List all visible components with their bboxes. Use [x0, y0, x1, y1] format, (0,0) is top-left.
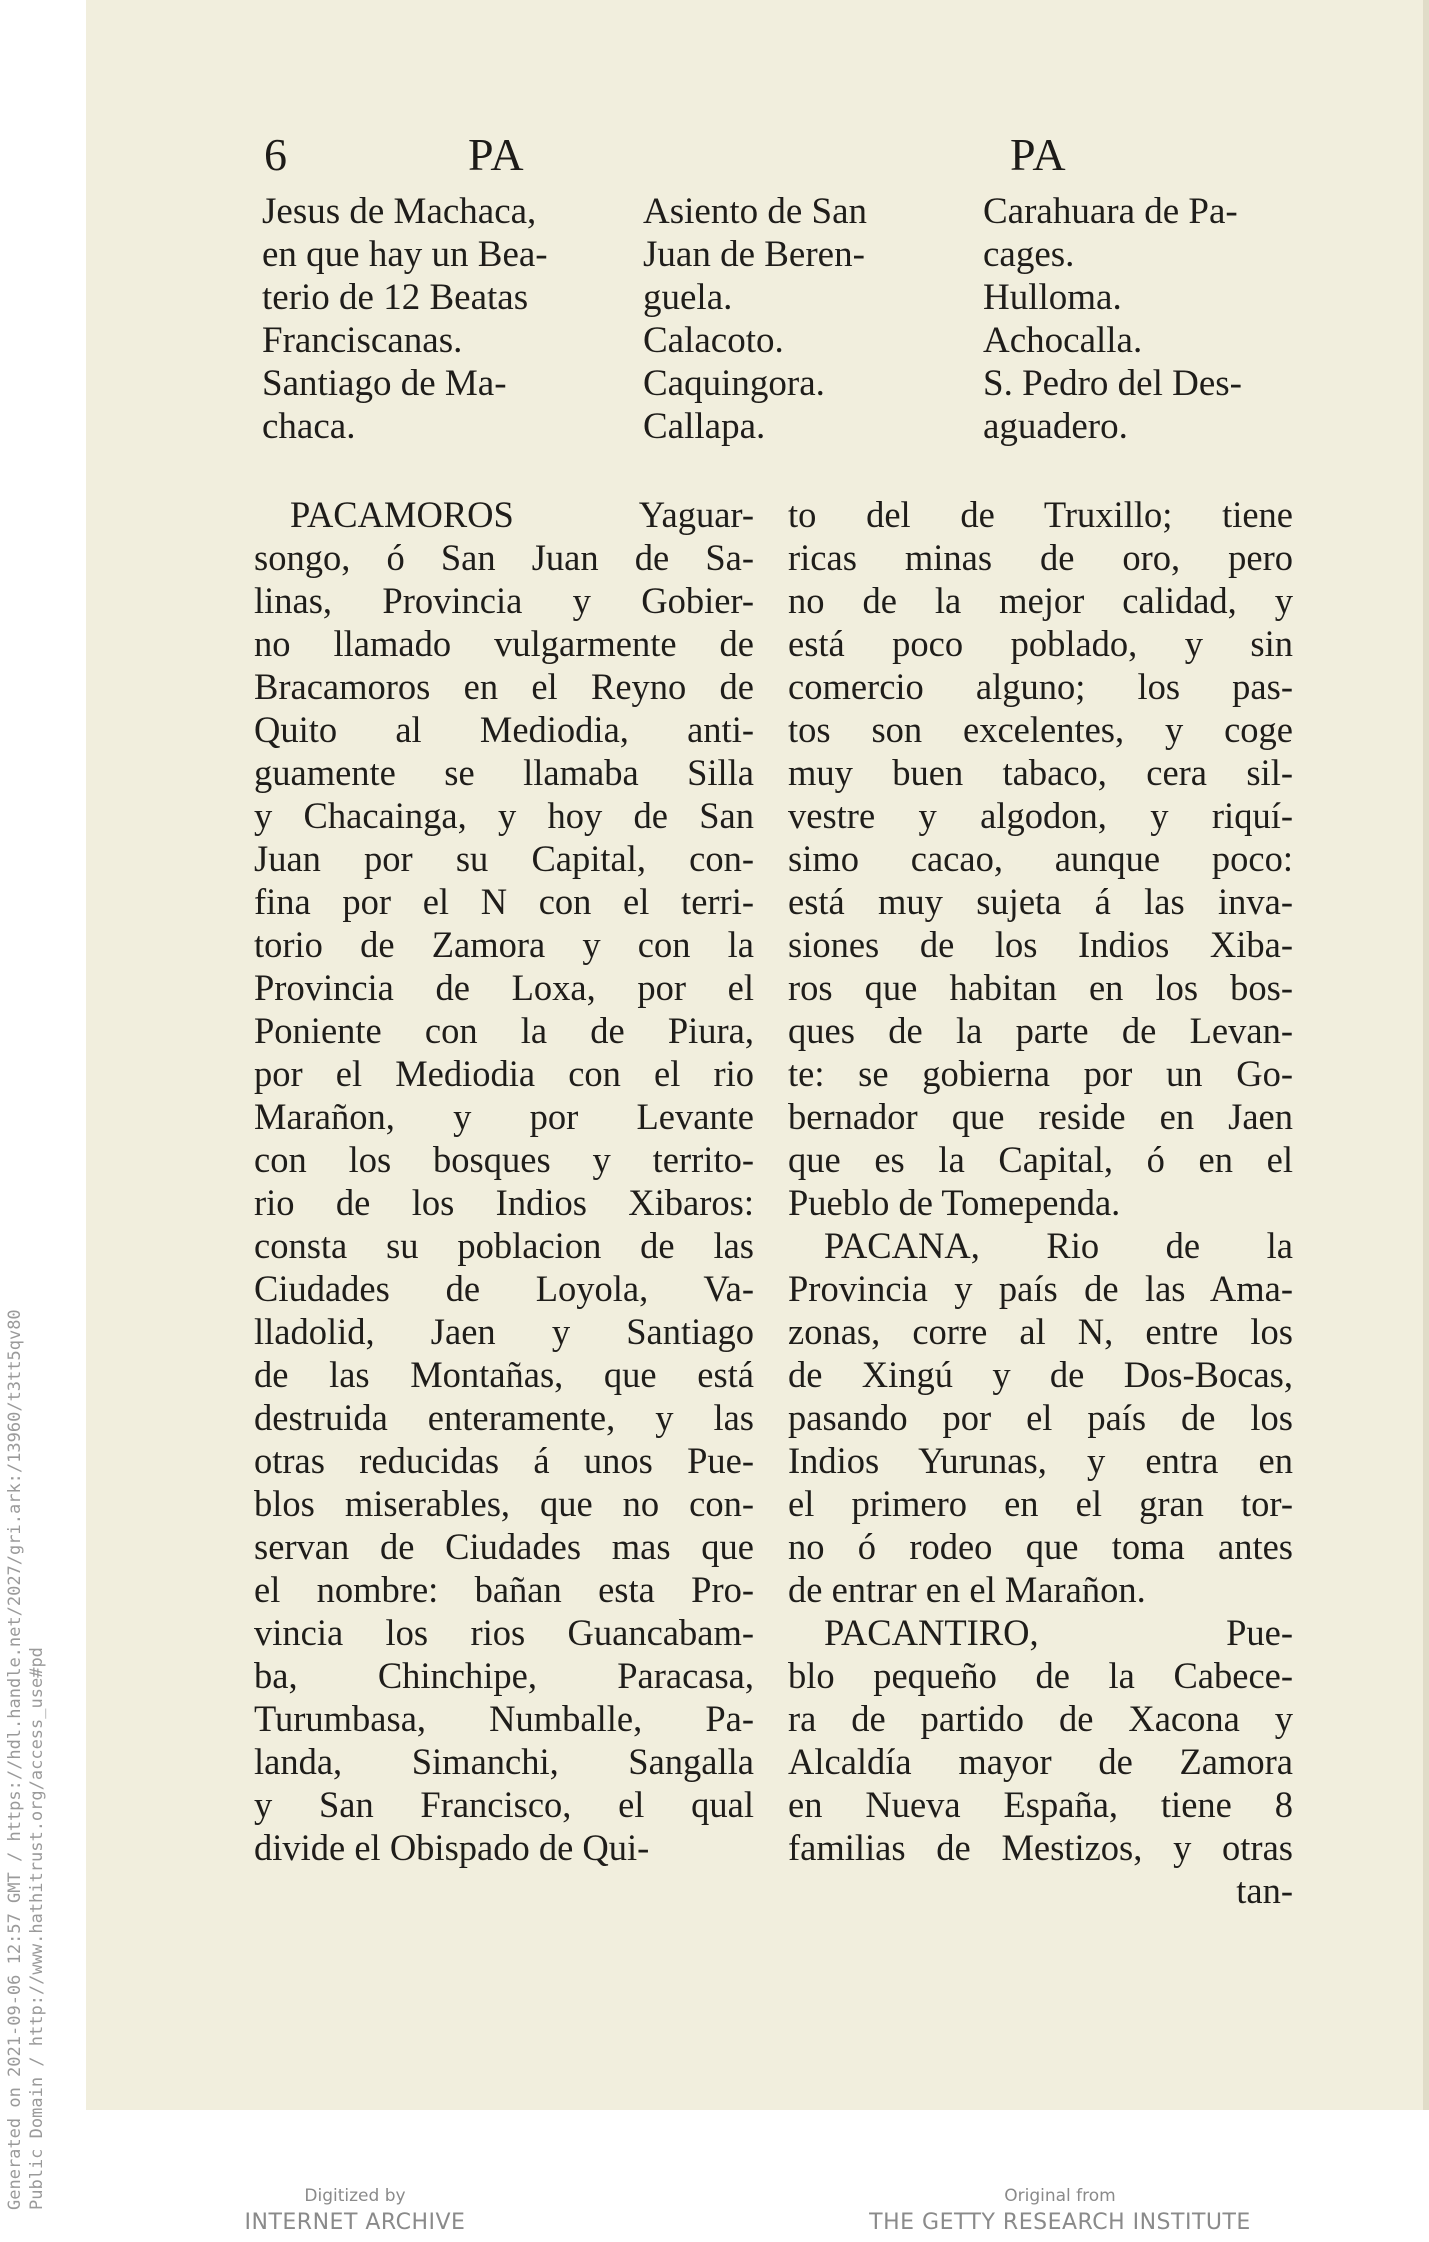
text-line: tos son excelentes, y coge	[788, 709, 1293, 750]
index-entry	[983, 319, 1323, 362]
body-text-right-column	[788, 493, 1293, 1912]
text-line: ra de partido de Xacona y	[788, 1698, 1293, 1739]
index-line: Caquingora.	[643, 363, 825, 404]
text-line: Alcaldía mayor de Zamora	[788, 1741, 1293, 1782]
running-head-left: PA	[468, 129, 525, 180]
text-line: Provincia y país de las Ama-	[788, 1268, 1293, 1309]
text-line: blos miserables, que no con-	[254, 1483, 754, 1524]
text-line: el primero en el gran tor-	[788, 1483, 1293, 1524]
text-line: songo, ó San Juan de Sa-	[254, 537, 754, 578]
index-entry	[643, 190, 963, 319]
text-line: linas, Provincia y Gobier-	[254, 580, 754, 621]
text-line: simo cacao, aunque poco:	[788, 838, 1293, 879]
text-line: ba, Chinchipe, Paracasa,	[254, 1655, 754, 1696]
footer-source: INTERNET ARCHIVE	[244, 2210, 466, 2235]
index-line: guela.	[643, 277, 733, 318]
text-line: en Nueva España, tiene 8	[788, 1784, 1293, 1825]
text-line: Indios Yurunas, y entra en	[788, 1440, 1293, 1481]
text-line: otras reducidas á unos Pue-	[254, 1440, 754, 1481]
text-line: por el Mediodia con el rio	[254, 1053, 754, 1094]
text-line: tan-	[1236, 1870, 1293, 1911]
text-line: de Xingú y de Dos-Bocas,	[788, 1354, 1293, 1395]
index-entry	[262, 190, 612, 362]
index-line: en que hay un Bea-	[262, 234, 548, 275]
running-head-right: PA	[1010, 129, 1067, 180]
text-line: ques de la parte de Levan-	[788, 1010, 1293, 1051]
text-line: Poniente con la de Piura,	[254, 1010, 754, 1051]
body-text-left-column	[254, 493, 754, 1869]
text-line: PACANA, Rio de la	[824, 1225, 1293, 1266]
index-line: cages.	[983, 234, 1075, 275]
text-line: PACAMOROS Yaguar-	[290, 494, 754, 535]
text-line: familias de Mestizos, y otras	[788, 1827, 1293, 1868]
text-line: con los bosques y territo-	[254, 1139, 754, 1180]
text-line: Marañon, y por Levante	[254, 1096, 754, 1137]
text-line: servan de Ciudades mas que	[254, 1526, 754, 1567]
index-line: Hulloma.	[983, 277, 1122, 318]
text-line: lladolid, Jaen y Santiago	[254, 1311, 754, 1352]
index-entry	[983, 276, 1323, 319]
footer-label: Digitized by	[304, 2186, 406, 2206]
text-line: destruida enteramente, y las	[254, 1397, 754, 1438]
text-line: pasando por el país de los	[788, 1397, 1293, 1438]
index-entry	[262, 362, 612, 448]
text-line: zonas, corre al N, entre los	[788, 1311, 1293, 1352]
index-column-2	[643, 190, 963, 448]
text-line: de las Montañas, que está	[254, 1354, 754, 1395]
text-line: fina por el N con el terri-	[254, 881, 754, 922]
index-line: Franciscanas.	[262, 320, 463, 361]
index-line: Jesus de Machaca,	[262, 191, 537, 232]
text-line: está muy sujeta á las inva-	[788, 881, 1293, 922]
text-line: Juan por su Capital, con-	[254, 838, 754, 879]
index-line: Asiento de San	[643, 191, 868, 232]
watermark-line: Generated on 2021-09-06 12:57 GMT / https://hdl.handle.net/2027/gri.ark:/13960/t3tt5qv80	[5, 1309, 25, 2210]
text-line: ros que habitan en los bos-	[788, 967, 1293, 1008]
page-edge	[1423, 0, 1429, 2110]
text-line: PACANTIRO, Pue-	[824, 1612, 1293, 1653]
text-line: no de la mejor calidad, y	[788, 580, 1293, 621]
hathitrust-watermark	[4, 1309, 48, 2210]
index-line: Juan de Beren-	[643, 234, 865, 275]
text-line: divide el Obispado de Qui-	[254, 1827, 650, 1868]
text-line: rio de los Indios Xibaros:	[254, 1182, 754, 1223]
text-line: que es la Capital, ó en el	[788, 1139, 1293, 1180]
index-entry	[643, 319, 963, 362]
text-line: el nombre: bañan esta Pro-	[254, 1569, 754, 1610]
text-line: Pueblo de Tomependa.	[788, 1182, 1121, 1223]
index-line: terio de 12 Beatas	[262, 277, 529, 318]
footer-label: Original from	[1004, 2186, 1116, 2206]
index-line: Carahuara de Pa-	[983, 191, 1238, 232]
text-line: comercio alguno; los pas-	[788, 666, 1293, 707]
index-line: Calacoto.	[643, 320, 784, 361]
watermark-line: Public Domain / http://www.hathitrust.org/access_use#pd	[27, 1647, 47, 2210]
text-line: consta su poblacion de las	[254, 1225, 754, 1266]
text-line: vestre y algodon, y riquí-	[788, 795, 1293, 836]
text-line: ricas minas de oro, pero	[788, 537, 1293, 578]
text-line: bernador que reside en Jaen	[788, 1096, 1293, 1137]
text-line: está poco poblado, y sin	[788, 623, 1293, 664]
text-line: landa, Simanchi, Sangalla	[254, 1741, 754, 1782]
text-line: no ó rodeo que toma antes	[788, 1526, 1293, 1567]
index-line: Santiago de Ma-	[262, 363, 507, 404]
footer-source: THE GETTY RESEARCH INSTITUTE	[869, 2210, 1251, 2235]
index-line: chaca.	[262, 406, 356, 447]
index-entry	[983, 190, 1323, 276]
text-line: y San Francisco, el qual	[254, 1784, 754, 1825]
text-line: siones de los Indios Xiba-	[788, 924, 1293, 965]
text-line: Ciudades de Loyola, Va-	[254, 1268, 754, 1309]
text-line: te: se gobierna por un Go-	[788, 1053, 1293, 1094]
text-line: Turumbasa, Numballe, Pa-	[254, 1698, 754, 1739]
text-line: Quito al Mediodia, anti-	[254, 709, 754, 750]
footer-original-from	[860, 2186, 1260, 2235]
page-number: 6	[264, 129, 288, 180]
text-line: guamente se llamaba Silla	[254, 752, 754, 793]
text-line: torio de Zamora y con la	[254, 924, 754, 965]
index-entry	[643, 362, 963, 405]
text-line: Bracamoros en el Reyno de	[254, 666, 754, 707]
index-line: Callapa.	[643, 406, 766, 447]
index-entry	[643, 405, 963, 448]
footer-digitized-by	[210, 2186, 500, 2235]
index-line: aguadero.	[983, 406, 1128, 447]
index-column-3	[983, 190, 1323, 448]
text-line: blo pequeño de la Cabece-	[788, 1655, 1293, 1696]
index-column-1	[262, 190, 612, 448]
index-line: S. Pedro del Des-	[983, 363, 1242, 404]
index-line: Achocalla.	[983, 320, 1143, 361]
text-line: no llamado vulgarmente de	[254, 623, 754, 664]
index-entry	[983, 362, 1323, 448]
text-line: vincia los rios Guancabam-	[254, 1612, 754, 1653]
text-line: y Chacainga, y hoy de San	[254, 795, 754, 836]
text-line: Provincia de Loxa, por el	[254, 967, 754, 1008]
text-line: de entrar en el Marañon.	[788, 1569, 1146, 1610]
text-line: muy buen tabaco, cera sil-	[788, 752, 1293, 793]
text-line: to del de Truxillo; tiene	[788, 494, 1293, 535]
